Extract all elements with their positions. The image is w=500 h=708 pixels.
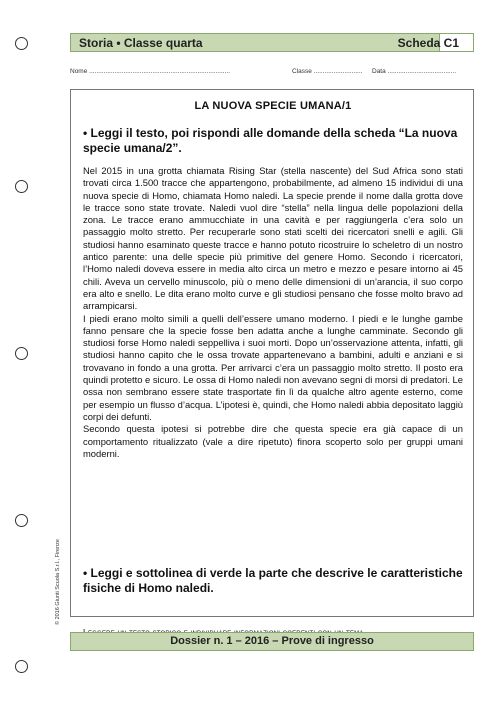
paragraph-1: Nel 2015 in una grotta chiamata Rising Star (stella nascente) del Sud Africa sono stati trovati circa 1.500 tracce che appartengono, probabilmente, ad almeno 15 individui di una nuova specie di Homo, chiamata Homo naledi. La specie prende il nome dalla grotta dove le tracce sono state trovate. Naledi vuol dire “stella” nella lingua delle popolazioni della zona. Le tracce erano ammucchiate in una cavità e per raggiungerla c’era solo un passaggio molto stretto. Per recuperarle sono stati scelti dei ricercatori snelli e agili. Gli studiosi hanno esaminato queste tracce e hanno potuto ricostruire lo scheletro di un nostro antico parente: una delle specie più primitive del genere Homo. Secondo i ricercatori, l’Homo naledi doveva essere in media alto circa un metro e mezzo e pesare intorno ai 45 chili. Aveva un cervello minuscolo, più o meno delle dimensioni di un’arancia, il suo corpo era alto e snello. Le dita erano molto curve e gli studiosi pensano che fosse molto bravo ad arrampicarsi.	[83, 165, 463, 312]
binder-hole-3	[15, 347, 28, 360]
paragraph-3: Secondo questa ipotesi si potrebbe dire che questa specie era già capace di un comportamento ritualizzato (vale a dire ripetuto) finora scoperto solo per gruppi umani moderni.	[83, 423, 463, 459]
binder-hole-2	[15, 180, 28, 193]
binder-hole-5	[15, 660, 28, 673]
date-field[interactable]: Data ......................................	[372, 68, 457, 75]
page-header	[70, 33, 474, 52]
name-field[interactable]: Nome ..............................................................................	[70, 68, 231, 75]
question-1: • Leggi il testo, poi rispondi alle domande della scheda “La nuova specie umana/2”.	[83, 126, 458, 155]
copyright-notice: © 2016 Giunti Scuola S.r.l., Firenze	[55, 539, 61, 625]
worksheet-title: LA NUOVA SPECIE UMANA/1	[194, 100, 352, 112]
question-2: • Leggi e sottolinea di verde la parte che descrive le caratteristiche fisiche di Homo naledi.	[83, 566, 463, 595]
worksheet-box	[70, 89, 474, 617]
class-field[interactable]: Classe ...........................	[292, 68, 363, 75]
binder-hole-1	[15, 37, 28, 50]
subject-label: Storia • Classe quarta	[79, 36, 203, 50]
reading-text	[83, 165, 463, 460]
paragraph-2: I piedi erano molto simili a quelli dell’essere umano moderno. I piedi e le lunghe gambe fanno pensare che la specie fosse ben adatta anche a lunghe camminate. Secondo gli studiosi forse Homo naledi seppelliva i suoi morti. Dopo un’osservazione attenta, infatti, gli studiosi hanno capito che le ossa trovate appartenevano a bambini, adulti e anziani e si trovavano in fondo a una grotta. Per arrivarci c’era un passaggio molto stretto. Il posto era quindi protetto e sicuro. Le ossa di Homo naledi non avevano segni di morsi di predatori. Le ossa non sembrano essere state trasportate fin lì da qualche altro agente esterno, come per esempio un flusso d’acqua. L’ipotesi è, quindi, che Homo naledi abbia depositato laggiù corpi dei defunti.	[83, 312, 463, 422]
page-footer: Dossier n. 1 – 2016 – Prove di ingresso	[70, 632, 474, 651]
sheet-label: Scheda C1	[397, 36, 459, 50]
binder-hole-4	[15, 514, 28, 527]
